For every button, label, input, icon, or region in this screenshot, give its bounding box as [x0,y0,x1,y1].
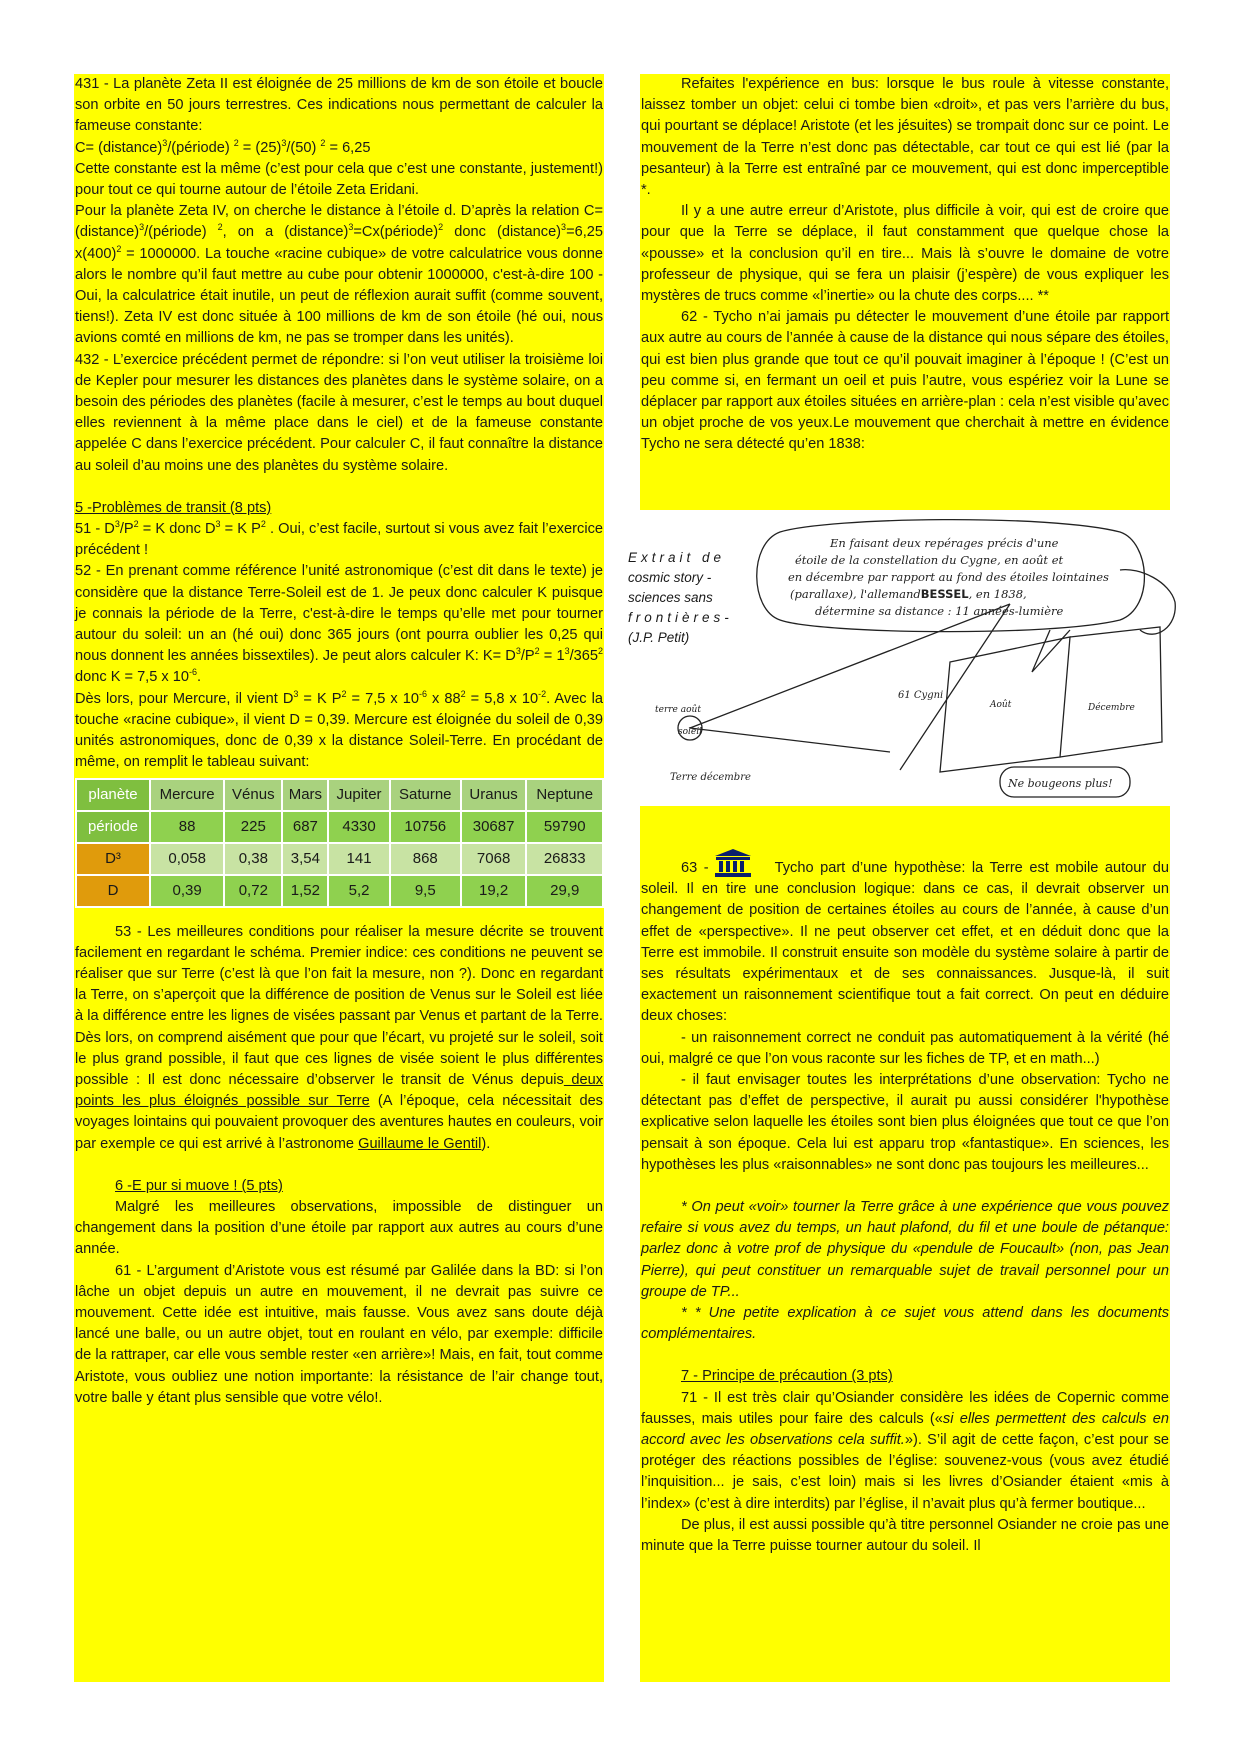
exercise-432: 432 - L’exercice précédent permet de répondre: si l’on veut utiliser la troisième loi de Kepler pour mesurer les distances des planètes dans le système solaire, on a besoin des périodes des planètes (facile à mesurer, c’est le temps au bout duquel elles reviennent à la même place dans le ciel) et de la fameuse constante appelée C dans l’exercice précédent. Pour calculer C, il faut connaître la distance au soleil d’au moins une des planètes du système solaire. [75,351,603,474]
label-decembre: Décembre [1088,703,1135,713]
planet-period-table [75,778,604,908]
table-cell: 225 [224,811,282,843]
table-header-row [76,779,603,811]
exercise-51: $51 - D^3/P^2 = K$ donc $D^3 = K$ $P^2$ . Oui, c’est facile, surtout si vous avez fait l’exercice précédent ! [75,519,603,559]
bessel-cartoon [650,512,1180,804]
exercise-52-mercury: Dès lors, pour Mercure, il vient $D^3 = K$ $P^2 = 7,5$ x $10^{-6}$ x $88^2 = 5,8$ x $10^{-2}$. Avec la touche «racine cubique», il vient D = 0,39. Mercure est éloignée du soleil de 0,39 unités astronomiques, donc de 0,39 x la distance Soleil-Terre. En procédant de même, on remplit le tableau suivant: [75,688,603,771]
table-row [76,811,603,843]
bubble-line-4: (parallaxe), l'allemandBESSEL, en 1838, [790,587,1027,601]
table-cell: 0,058 [150,843,224,875]
table-cell: 0,72 [224,875,282,907]
table-cell: 29,9 [526,875,603,907]
table-header-cell: Mercure [150,779,224,811]
table-row [76,843,603,875]
bubble-line-3: en décembre par rapport au fond des étoiles lointaines [788,570,1109,584]
table-cell: 9,5 [390,875,461,907]
table-row [76,875,603,907]
left-column [74,74,604,1682]
table-row-head: D³ [76,843,150,875]
right-top-column [640,74,1170,510]
label-ne-bougeons-plus: Ne bougeons plus! [1008,777,1113,790]
exercise-71-continued: De plus, il est aussi possible qu’à titre personnel Osiander ne croie pas une minute que la Terre puisse tourner autour du soleil. Il [641,1516,1169,1555]
table-header-cell: Mars [282,779,328,811]
table-header-cell: Saturne [390,779,461,811]
table-cell: 3,54 [282,843,328,875]
exercise-431-constant: Cette constante est la même (c’est pour cela que c’est une constante, justement!) pour tout ce qui tourne autour de l’étoile Zeta Eridani. [75,160,603,199]
section-7-heading: 7 - Principe de précaution (3 pts) [681,1368,893,1385]
footnote-1: * On peut «voir» tourner la Terre grâce à une expérience que vous pouvez refaire si vous avez du temps, un haut plafond, du fil et une boule de pétanque: parlez donc à votre prof de physique du «pendule de Foucault» (non, pas Jean Pierre), qui peut constituer un remarquable sujet de travail personnel pour un groupe de TP... [641,1199,1169,1300]
table-cell: 5,2 [328,875,389,907]
temple-icon [713,848,753,878]
exercise-52: 52 - En prenant comme référence l’unité astronomique (c’est dit dans le texte) je considère que la distance Terre-Soleil est de 1. Je peux donc calculer K puisque je connais la période de la Terre, c'est-à-dire le temps qu’elle met pour tourner autour du soleil: un an (hé oui) donc 365 jours (ont pourra oublier les 0,25 qui nous donnent les années bissextiles). Je peut alors calculer K: $K= D^3/P^2 = 1^3/365^2$ donc K = 7,5 x $10^{-6}$. [75,563,603,686]
table-cell: 88 [150,811,224,843]
table-cell: 19,2 [461,875,527,907]
exercise-53: 53 - Les meilleures conditions pour réaliser la mesure décrite se trouvent facilement en regardant le schéma. Premier indice: ces conditions ne peuvent se réaliser que sur Terre (c’est là que l’on fait la mesure, non ?). Donc en regardant la Terre, on s’aperçoit que la différence de position de Venus sur le Soleil est liée à la différence entre les lignes de visées passant par Venus et partant de la Terre. Dès lors, on comprend aisément que pour que l’écart, vu projeté sur le soleil, soit le plus grand possible, il faut que ces lignes de visée soient le plus différentes possible : Il est donc nécessaire d’observer le transit de Vénus depuis deux points les plus éloignés possible sur Terre (A l’époque, cela nécessitait des voyages lointains qui pouvaient provoquer des aventures hautes en couleurs, voir par exemple ce qui est arrivé à l’astronome Guillaume le Gentil). [75,923,603,1152]
table-cell: 30687 [461,811,527,843]
table-cell: 141 [328,843,389,875]
table-header-cell: Neptune [526,779,603,811]
aristotle-error: Il y a une autre erreur d’Aristote, plus difficile à voir, qui est de croire que pour que la Terre se déplace, il faut constamment que quelque chose la «pousse» et la conclusion qu’il en tire... Mais là s’ouvre le domaine de votre professeur de physique, qui se fera un plaisir (j’espère) de vous expliquer les mystères de trucs comme «l’inertie» ou la chute des corps.... ** [641,203,1169,305]
section-6-heading: 6 -E pur si muove ! (5 pts) [115,1177,283,1194]
exercise-431: 431 - La planète Zeta II est éloignée de 25 millions de km de son étoile et boucle son orbite en 50 jours terrestres. Ces indications nous permettant de calculer la fameuse constante: [75,76,603,135]
table-cell: 868 [390,843,461,875]
exercise-61: 61 - L’argument d’Aristote vous est résumé par Galilée dans la BD: si l’on lâche un objet depuis un autre en mouvement, il ne devrait pas suivre ce mouvement. Cette idée est intuitive, mais fausse. Vous avez sans doute déjà lancé une balle, ou un autre objet, tout en roulant en vélo, par exemple: difficile de la rattraper, car elle vous semble rester «en arrière»! Mais, en fait, tout comme Aristote, vous oubliez une notion importante: la résistance de l’air change tout, votre balle y étant plus sensible que votre vélo!. [75,1262,603,1406]
table-row-head: D [76,875,150,907]
table-cell: 4330 [328,811,389,843]
table-cell: 10756 [390,811,461,843]
table-header-cell: planète [76,779,150,811]
table-header-cell: Uranus [461,779,527,811]
table-cell: 26833 [526,843,603,875]
conclusion-bullet-1: - un raisonnement correct ne conduit pas automatiquement à la vérité (hé oui, malgré ce que l’on vous raconte sur les fiches de TP, et en math...) [641,1029,1169,1067]
table-header-cell: Vénus [224,779,282,811]
table-cell: 7068 [461,843,527,875]
table-cell: 1,52 [282,875,328,907]
label-terre-aout: terre août [655,705,701,715]
bus-experiment: Refaites l'expérience en bus: lorsque le bus roule à vitesse constante, laissez tomber un objet: celui ci tombe bien «droit», et pas vers l’arrière du bus, qui pourtant se déplace! Aristote (et les jésuites) se trompait donc sur ce point. Le mouvement de la Terre n’est donc pas détectable, car tout ce qui est lié (par la pesanteur) à la Terre est entraîné par ce mouvement, qui est donc imperceptible *. [641,76,1169,199]
bubble-line-2: étoile de la constellation du Cygne, en août et [795,553,1064,567]
guillaume-le-gentil-link[interactable]: Guillaume le Gentil [358,1135,482,1152]
label-aout: Août [990,700,1012,710]
footnote-2: * * Une petite explication à ce sujet vous attend dans les documents complémentaires. [641,1305,1169,1343]
section-5-heading: 5 -Problèmes de transit (8 pts) [75,499,272,516]
bubble-line-6: détermine sa distance : 11 années-lumière [815,604,1064,618]
table-row-head: période [76,811,150,843]
exercise-63: 63 - Tycho part d’une hypothèse: la Terre est mobile autour du soleil. Il en tire une conclusion logique: dans ce cas, il devrait observer un changement de position de certaines étoiles au cours de l’année, à cause d’un effet de «perspective». Il ne peut observer cet effet, et en déduit donc que la Terre est immobile. Il construit ensuite son modèle du système solaire à partir de ses résultats expérimentaux et de ses connaissances. Jusque-là, il suit exactement un raisonnement scientifique tout a fait correct. On peut en déduire deux choses: [641,848,1169,1028]
table-cell: 0,39 [150,875,224,907]
exercise-71: 71 - Il est très clair qu’Osiander considère les idées de Copernic comme fausses, mais utiles pour faire des calculs («si elles permettent des calculs en accord avec les observations cela suffit.»). S’il agit de cette façon, c’est pour se protéger des réactions possibles de l’église: souvenez-vous (vous avez étudié l’inquisition... je sais, c’est loin) mais si les livres d’Osiander étaient «mis à l’index» (c’est à dire interdits) par l’église, il n’avait plus qu’à fermer boutique... [641,1389,1170,1512]
table-cell: 0,38 [224,843,282,875]
table-cell: 687 [282,811,328,843]
label-61-cygni: 61 Cygni [898,690,944,701]
table-cell: 59790 [526,811,603,843]
exercise-62: 62 - Tycho n’ai jamais pu détecter le mouvement d’une étoile par rapport aux autre au cours de l’année à cause de la distance qui nous sépare des étoiles, qui est bien plus grande que tout ce qu’il pouvait imaginer à l’époque ! (C’est un peu comme si, en fermant un oeil et puis l’autre, vous espériez voir la Lune se déplacer par rapport aux étoiles situées en arrière-plan : cela n’est visible qu’avec un objet proche de vos yeux.Le mouvement que cherchait à mettre en évidence Tycho ne sera détecté qu’en 1838: [641,309,1169,453]
bubble-line-1: En faisant deux repérages précis d'une [830,536,1059,550]
conclusion-bullet-2: - il faut envisager toutes les interprétations d’une observation: Tycho ne détectant pas d’effet de perspective, il aurait pu aussi considérer l'hypothèse explicative selon laquelle les étoiles sont bien plus éloignées que tout ce que l’on pensait à son époque. Cela lui est apparu trop «fantastique». En sciences, les hypothèses les plus «raisonnables» ne sont donc pas toujours les meilleures... [641,1072,1169,1173]
label-soleil: soleil [678,727,702,737]
table-header-cell: Jupiter [328,779,389,811]
right-bottom-column [640,806,1170,1682]
label-terre-decembre: Terre décembre [670,772,751,783]
figure-caption: Extrait de cosmic story - sciences sans frontières- (J.P. Petit) [628,550,733,645]
formula-kepler: C= (distance)$^3$/(période) $^2 = (25)^3/(50) ^2 = 6,25$ [75,137,371,156]
exercise-431-zeta-iv: Pour la planète Zeta IV, on cherche le distance à l’étoile d. D’après la relation C= (distance)$^3$/(période) $^2$, on a (distance)$^3$=Cx(période)$^2$ donc (distance)$^3$=6,25 $x(400)^2 = 1000000$. La touche «racine cubique» de votre calculatrice vous donne alors le nombre qu’il faut mettre au cube pour obtenir 1000000, c'est-à-dire 100 - Oui, la calculatrice était inutile, un peut de réflexion aurait suffit (comme souvent, tiens!). Zeta IV est donc située à 100 millions de km de son étoile (hé oui, nous avions comté en millions de km, ne pas se tromper dans les unités). [75,203,603,347]
section-6-intro: Malgré les meilleures observations, impossible de distinguer un changement dans la position d’une étoile par rapport aux autres au cours d’une année. [75,1198,603,1258]
